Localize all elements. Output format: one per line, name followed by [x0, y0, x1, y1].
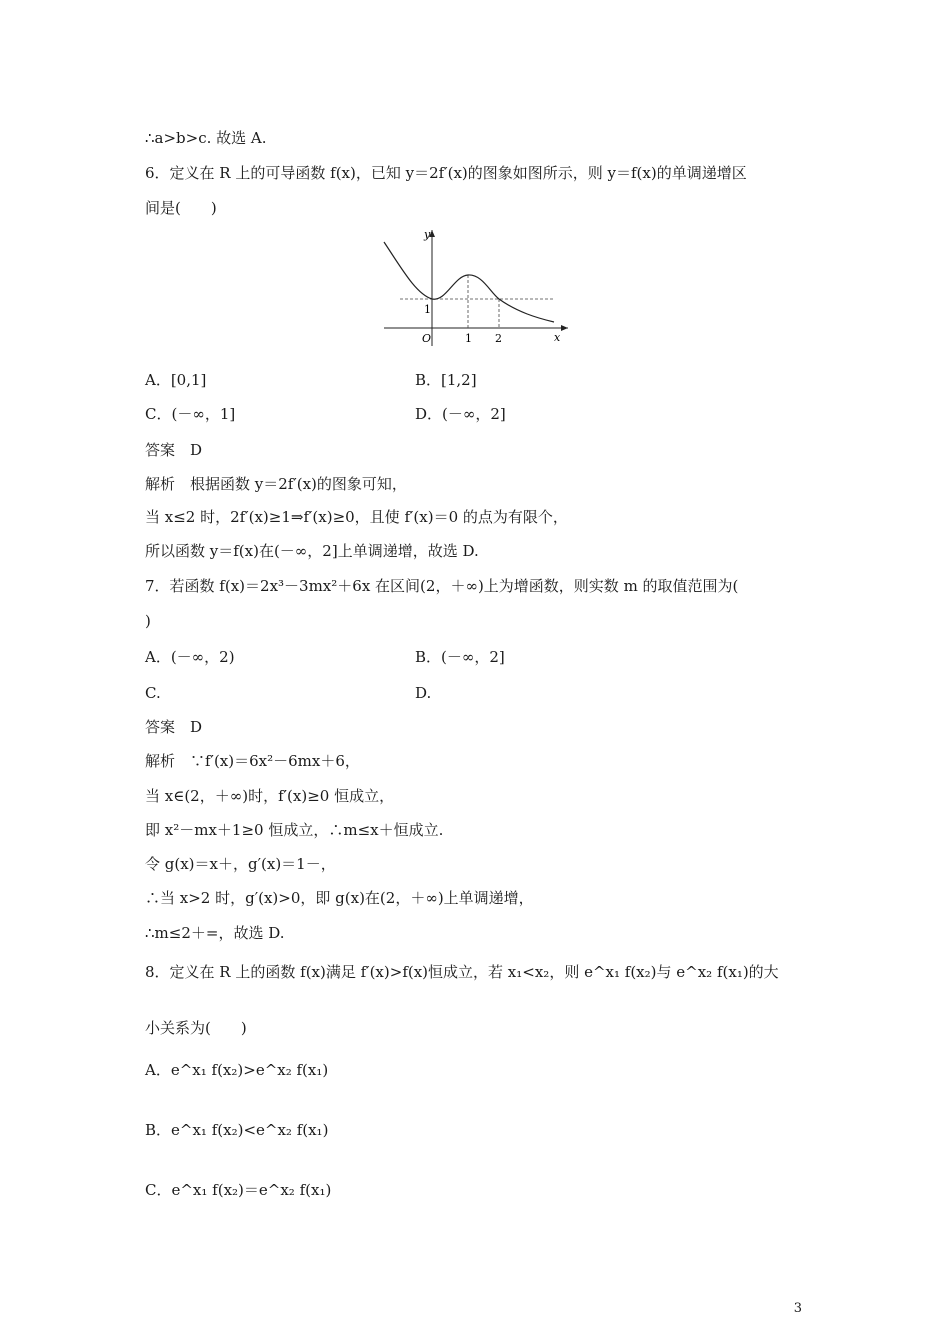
function-graph-figure	[372, 224, 572, 349]
question-8-stem: 8．定义在 R 上的函数 f(x)满足 f′(x)>f(x)恒成立，若 x₁<x₂，则 e^x₁ f(x₂)与 e^x₂ f(x₁)的大	[145, 963, 779, 981]
function-curve	[384, 242, 554, 322]
q7-analysis: 解析 ∵f′(x)＝6x²－6mx＋6，	[145, 752, 360, 770]
q8-option-b: B．e^x₁ f(x₂)<e^x₂ f(x₁)	[145, 1121, 329, 1139]
q6-option-a: A．[0,1]	[145, 371, 207, 389]
q6-option-c: C．(－∞，1]	[145, 405, 236, 423]
q7-analysis-line: 令 g(x)＝x＋，g′(x)＝1－，	[145, 855, 336, 873]
question-8-stem-cont: 小关系为( )	[145, 1019, 247, 1037]
question-7-stem: 7．若函数 f(x)＝2x³－3mx²＋6x 在区间(2，＋∞)上为增函数，则实数 m 的取值范围为(	[145, 577, 739, 595]
q7-answer: 答案 D	[145, 718, 203, 736]
q7-option-d: D.	[415, 684, 432, 702]
q6-analysis: 解析 根据函数 y＝2f′(x)的图象可知，	[145, 475, 407, 493]
q7-option-a: A．(－∞，2)	[145, 648, 235, 666]
y-tick-1: 1	[424, 303, 431, 316]
x-tick-1: 1	[465, 332, 472, 345]
q6-analysis-line: 当 x≤2 时，2f′(x)≥1⇒f′(x)≥0，且使 f′(x)＝0 的点为有限个，	[145, 508, 568, 526]
q6-option-d: D．(－∞，2]	[415, 405, 506, 423]
page-number: 3	[793, 1301, 802, 1316]
question-6-stem-cont: 间是( )	[145, 199, 217, 217]
text-line: ∴a>b>c. 故选 A.	[145, 129, 267, 147]
q7-analysis-line: ∴当 x>2 时，g′(x)>0，即 g(x)在(2，＋∞)上单调递增，	[145, 889, 534, 907]
x-axis-arrow	[561, 325, 568, 331]
x-axis-label: x	[554, 331, 561, 344]
question-6-stem: 6．定义在 R 上的可导函数 f(x)，已知 y＝2f′(x)的图象如图所示，则 y＝f(x)的单调递增区	[145, 164, 747, 182]
q6-analysis-line: 所以函数 y＝f(x)在(－∞，2]上单调递增，故选 D.	[145, 542, 479, 560]
x-tick-2: 2	[495, 332, 502, 345]
question-7-stem-cont: )	[145, 612, 151, 630]
q7-analysis-line: ∴m≤2＋=，故选 D.	[145, 924, 285, 942]
q7-analysis-line: 当 x∈(2，＋∞)时，f′(x)≥0 恒成立，	[145, 787, 395, 805]
y-axis-label: y	[424, 228, 431, 241]
q8-option-c: C．e^x₁ f(x₂)＝e^x₂ f(x₁)	[145, 1181, 332, 1199]
origin-label: O	[422, 332, 432, 345]
q7-analysis-line: 即 x²－mx＋1≥0 恒成立，∴m≤x＋恒成立.	[145, 821, 444, 839]
q6-option-b: B．[1,2]	[415, 371, 477, 389]
q7-option-b: B．(－∞，2]	[415, 648, 505, 666]
q7-option-c: C.	[145, 684, 161, 702]
q8-option-a: A．e^x₁ f(x₂)>e^x₂ f(x₁)	[145, 1061, 329, 1079]
q6-answer: 答案 D	[145, 441, 203, 459]
